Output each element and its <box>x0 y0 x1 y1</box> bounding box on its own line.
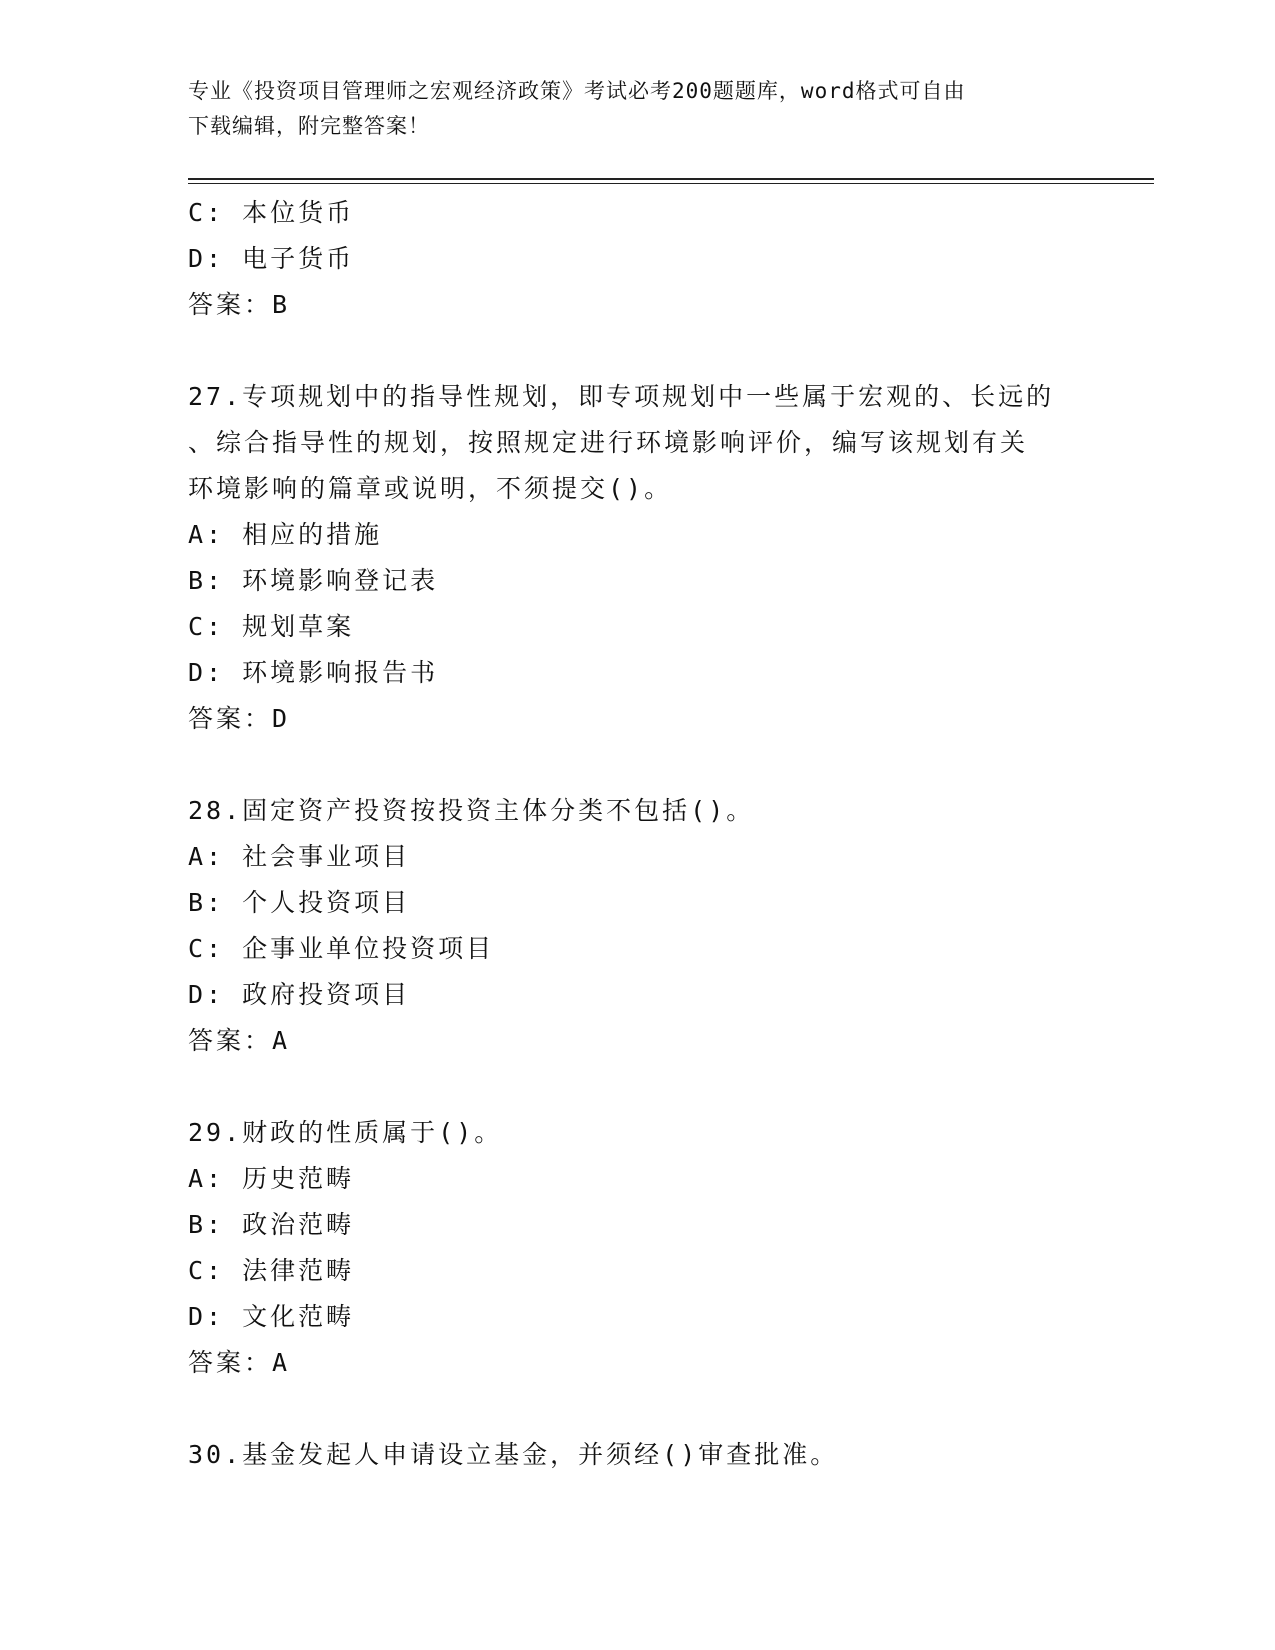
question-block-28 <box>188 788 1088 1064</box>
spacer <box>188 1386 1088 1432</box>
question-list <box>188 190 1088 1478</box>
option-c: C: 规划草案 <box>188 612 355 641</box>
header-rule-thick <box>188 178 1154 180</box>
question-block-prev <box>188 190 1088 328</box>
header-rule-thin <box>188 183 1154 184</box>
option-d: D: 文化范畴 <box>188 1302 355 1331</box>
question-block-30 <box>188 1432 1088 1478</box>
question-stem: 28.固定资产投资按投资主体分类不包括()。 <box>188 796 755 825</box>
option-d: D: 政府投资项目 <box>188 980 411 1009</box>
spacer <box>188 742 1088 788</box>
option-b: B: 政治范畴 <box>188 1210 355 1239</box>
option-a: A: 历史范畴 <box>188 1164 355 1193</box>
spacer <box>188 1064 1088 1110</box>
question-stem-line-3: 环境影响的篇章或说明，不须提交()。 <box>188 474 673 503</box>
option-d: D: 电子货币 <box>188 244 355 273</box>
option-a: A: 社会事业项目 <box>188 842 411 871</box>
question-stem: 29.财政的性质属于()。 <box>188 1118 503 1147</box>
question-stem-line-1: 27.专项规划中的指导性规划，即专项规划中一些属于宏观的、长远的 <box>188 382 1055 411</box>
option-d: D: 环境影响报告书 <box>188 658 439 687</box>
answer: 答案：A <box>188 1348 291 1377</box>
spacer <box>188 328 1088 374</box>
question-stem: 30.基金发起人申请设立基金，并须经()审查批准。 <box>188 1440 839 1469</box>
header-line-2: 下载编辑，附完整答案！ <box>188 114 430 138</box>
header-line-1: 专业《投资项目管理师之宏观经济政策》考试必考200题题库，word格式可自由 <box>188 79 966 103</box>
page-header <box>188 74 1088 144</box>
option-a: A: 相应的措施 <box>188 520 383 549</box>
question-block-29 <box>188 1110 1088 1386</box>
option-c: C: 企事业单位投资项目 <box>188 934 495 963</box>
answer: 答案：B <box>188 290 291 319</box>
option-b: B: 个人投资项目 <box>188 888 411 917</box>
answer: 答案：A <box>188 1026 291 1055</box>
question-stem-line-2: 、综合指导性的规划，按照规定进行环境影响评价，编写该规划有关 <box>188 428 1029 457</box>
question-block-27 <box>188 374 1088 742</box>
option-c: C: 本位货币 <box>188 198 355 227</box>
answer: 答案：D <box>188 704 291 733</box>
option-c: C: 法律范畴 <box>188 1256 355 1285</box>
option-b: B: 环境影响登记表 <box>188 566 439 595</box>
